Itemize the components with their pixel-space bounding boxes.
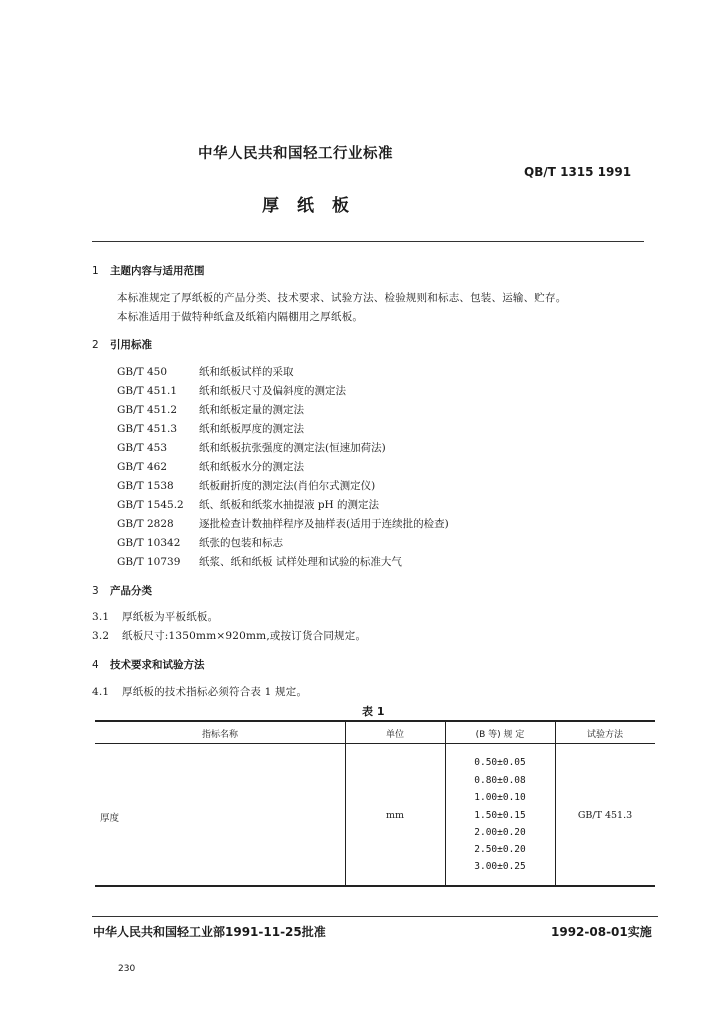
cell-unit: mm bbox=[385, 810, 405, 821]
clause-number: 4.1 bbox=[92, 686, 110, 698]
reference-item bbox=[117, 402, 304, 417]
section-title: 主题内容与适用范围 bbox=[110, 265, 205, 277]
approval-line: 中华人民共和国轻工业部1991-11-25批准 bbox=[93, 925, 326, 939]
reference-code: GB/T 1545.2 bbox=[117, 499, 184, 511]
table-top-rule bbox=[95, 720, 655, 722]
clause-4-1 bbox=[92, 684, 307, 699]
section-2-heading bbox=[92, 337, 152, 352]
reference-title: 纸和纸板试样的采取 bbox=[199, 366, 294, 378]
reference-code: GB/T 2828 bbox=[117, 518, 174, 530]
document-title: 厚纸板 bbox=[262, 196, 367, 216]
reference-item bbox=[117, 459, 304, 474]
clause-number: 3.1 bbox=[92, 611, 110, 623]
reference-title: 逐批检查计数抽样程序及抽样表(适用于连续批的检查) bbox=[199, 518, 449, 530]
reference-code: GB/T 453 bbox=[117, 442, 168, 454]
clause-3-2 bbox=[92, 628, 366, 643]
tolerance-value: 0.80±0.08 bbox=[474, 775, 526, 786]
page-number: 230 bbox=[118, 964, 136, 974]
table-caption: 表 1 bbox=[362, 705, 385, 718]
section-number: 2 bbox=[92, 339, 99, 351]
tolerance-value: 0.50±0.05 bbox=[474, 757, 526, 768]
reference-title: 纸和纸板水分的测定法 bbox=[199, 461, 304, 473]
standard-number: QB/T 1315 1991 bbox=[524, 165, 632, 179]
reference-item bbox=[117, 535, 283, 550]
section-3-heading bbox=[92, 583, 152, 598]
table-bottom-rule bbox=[95, 885, 655, 887]
section-title: 技术要求和试验方法 bbox=[110, 659, 205, 671]
section-number: 4 bbox=[92, 659, 99, 671]
reference-item bbox=[117, 554, 402, 569]
section-title: 产品分类 bbox=[110, 585, 152, 597]
clause-text: 厚纸板为平板纸板。 bbox=[122, 611, 219, 623]
tolerance-value: 2.50±0.20 bbox=[474, 844, 526, 855]
reference-code: GB/T 10739 bbox=[117, 556, 181, 568]
reference-item bbox=[117, 383, 346, 398]
column-header-indicator: 指标名称 bbox=[201, 730, 238, 740]
section-title: 引用标准 bbox=[110, 339, 152, 351]
cell-test-method: GB/T 451.3 bbox=[577, 810, 633, 821]
section-number: 3 bbox=[92, 585, 99, 597]
reference-item bbox=[117, 364, 294, 379]
footer-rule bbox=[92, 916, 658, 917]
clause-3-1 bbox=[92, 609, 218, 624]
tolerance-value: 1.00±0.10 bbox=[474, 792, 526, 803]
reference-title: 纸板耐折度的测定法(肖伯尔式测定仪) bbox=[199, 480, 376, 492]
cell-indicator-thickness: 厚度 bbox=[100, 813, 120, 824]
reference-code: GB/T 451.3 bbox=[117, 423, 178, 435]
reference-item bbox=[117, 497, 379, 512]
reference-title: 纸、纸板和纸浆水抽提液 pH 的测定法 bbox=[199, 499, 380, 511]
reference-code: GB/T 451.1 bbox=[117, 385, 178, 397]
column-header-spec: (B 等) 规 定 bbox=[475, 730, 525, 740]
table-header-rule bbox=[95, 743, 655, 744]
column-header-unit: 单位 bbox=[385, 730, 404, 740]
reference-title: 纸浆、纸和纸板 试样处理和试验的标准大气 bbox=[199, 556, 402, 568]
reference-code: GB/T 450 bbox=[117, 366, 168, 378]
reference-title: 纸张的包装和标志 bbox=[199, 537, 283, 549]
reference-code: GB/T 462 bbox=[117, 461, 168, 473]
reference-title: 纸和纸板尺寸及偏斜度的测定法 bbox=[199, 385, 346, 397]
tolerance-value: 2.00±0.20 bbox=[474, 827, 526, 838]
reference-title: 纸和纸板抗张强度的测定法(恒速加荷法) bbox=[199, 442, 386, 454]
section-1-paragraph-1: 本标准规定了厚纸板的产品分类、技术要求、试验方法、检验规则和标志、包装、运输、贮存。 bbox=[117, 292, 567, 304]
column-header-method: 试验方法 bbox=[586, 730, 623, 740]
reference-code: GB/T 1538 bbox=[117, 480, 174, 492]
clause-number: 3.2 bbox=[92, 630, 110, 642]
section-1-heading bbox=[92, 263, 205, 278]
clause-text: 纸板尺寸:1350mm×920mm,或按订货合同规定。 bbox=[122, 630, 367, 642]
table-column-divider bbox=[345, 720, 346, 885]
section-1-paragraph-2: 本标准适用于做特种纸盒及纸箱内隔棚用之厚纸板。 bbox=[117, 311, 364, 323]
clause-text: 厚纸板的技术指标必须符合表 1 规定。 bbox=[122, 686, 308, 698]
reference-item bbox=[117, 478, 375, 493]
reference-item bbox=[117, 516, 449, 531]
implementation-date: 1992-08-01实施 bbox=[551, 925, 652, 939]
section-4-heading bbox=[92, 657, 205, 672]
table-column-divider bbox=[555, 720, 556, 885]
header-rule bbox=[92, 241, 644, 242]
reference-title: 纸和纸板定量的测定法 bbox=[199, 404, 304, 416]
tolerance-value: 1.50±0.15 bbox=[474, 810, 526, 821]
reference-item bbox=[117, 421, 304, 436]
section-number: 1 bbox=[92, 265, 99, 277]
issuing-body-title: 中华人民共和国轻工行业标准 bbox=[198, 146, 393, 162]
reference-code: GB/T 10342 bbox=[117, 537, 181, 549]
tolerance-value: 3.00±0.25 bbox=[474, 861, 526, 872]
reference-code: GB/T 451.2 bbox=[117, 404, 178, 416]
reference-title: 纸和纸板厚度的测定法 bbox=[199, 423, 304, 435]
reference-item bbox=[117, 440, 386, 455]
